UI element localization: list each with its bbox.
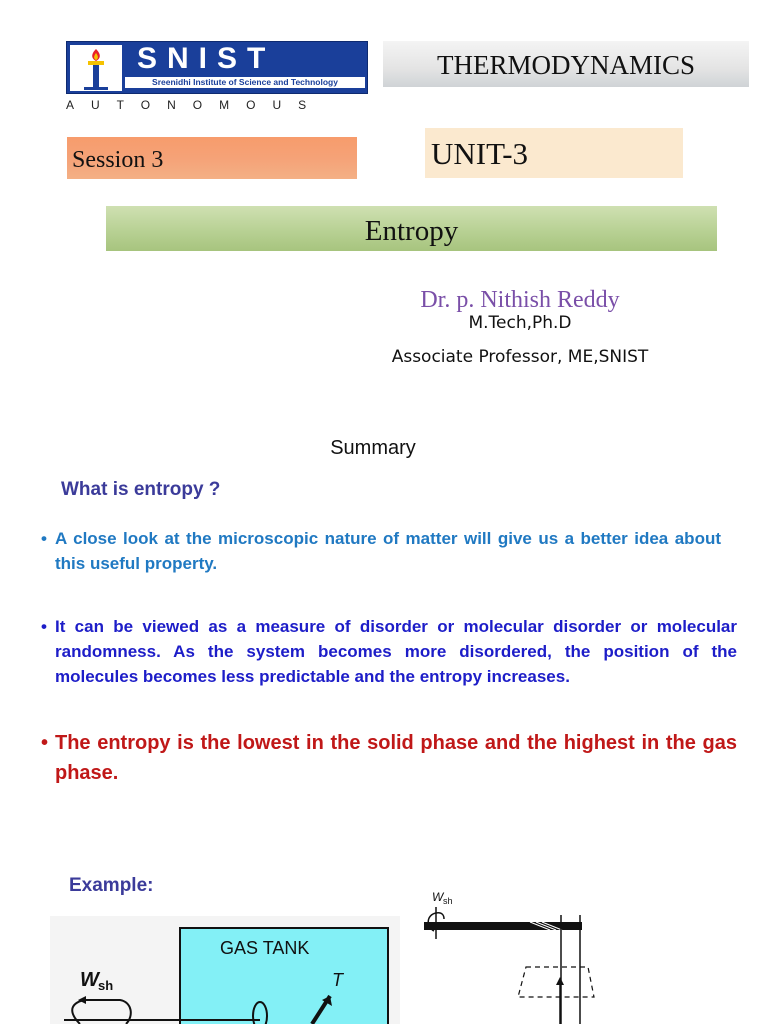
shaft-weight-figure	[420, 885, 600, 1024]
bullet-icon: •	[41, 617, 47, 636]
bullet-icon: •	[41, 529, 47, 548]
temperature-label: T	[332, 970, 343, 990]
bullet-item	[41, 614, 737, 689]
gas-tank-figure	[50, 916, 400, 1024]
unit-label: UNIT-3	[431, 136, 529, 171]
bullet-item	[41, 526, 721, 576]
session-box	[67, 137, 357, 179]
shaft-work-subscript: sh	[443, 896, 453, 906]
logo-institute-name: Sreenidhi Institute of Science and Technology	[125, 77, 365, 88]
torch-emblem-icon	[70, 45, 122, 91]
bullet-icon: •	[41, 732, 49, 754]
shaft-work-subscript: sh	[98, 978, 114, 993]
author-name: Dr. p. Nithish Reddy	[420, 287, 620, 313]
bullet-text: A close look at the microscopic nature of matter will give us a better idea about this useful property.	[55, 529, 721, 573]
logo-wordmark: SNIST	[137, 42, 276, 75]
bullet-item	[41, 728, 737, 788]
course-title-box	[383, 41, 749, 87]
logo-tagline: AUTONOMOUS	[66, 98, 324, 112]
logo-banner	[66, 41, 368, 94]
topic-title: Entropy	[364, 215, 459, 247]
bullet-text: The entropy is the lowest in the solid phase and the highest in the gas phase.	[55, 732, 737, 784]
weight-outline	[518, 967, 594, 997]
author-position: Associate Professor, ME,SNIST	[391, 347, 649, 367]
unit-box	[425, 128, 683, 178]
shaft-work-label: W	[432, 890, 444, 904]
summary-heading: Summary	[330, 437, 416, 459]
session-label: Session 3	[72, 147, 164, 173]
tank-label: GAS TANK	[220, 938, 310, 958]
course-title: THERMODYNAMICS	[436, 50, 696, 80]
shaft-work-label: W	[80, 969, 99, 991]
example-heading: Example:	[69, 875, 154, 896]
topic-box	[106, 206, 717, 251]
snist-logo	[66, 41, 368, 111]
author-degree: M.Tech,Ph.D	[468, 313, 572, 333]
question-heading: What is entropy ?	[61, 479, 221, 500]
bullet-text: It can be viewed as a measure of disorder or molecular disorder or molecular randomness. As the system becomes more disordered, the position of the molecules becomes less predictable and the entropy increases.	[55, 617, 737, 686]
